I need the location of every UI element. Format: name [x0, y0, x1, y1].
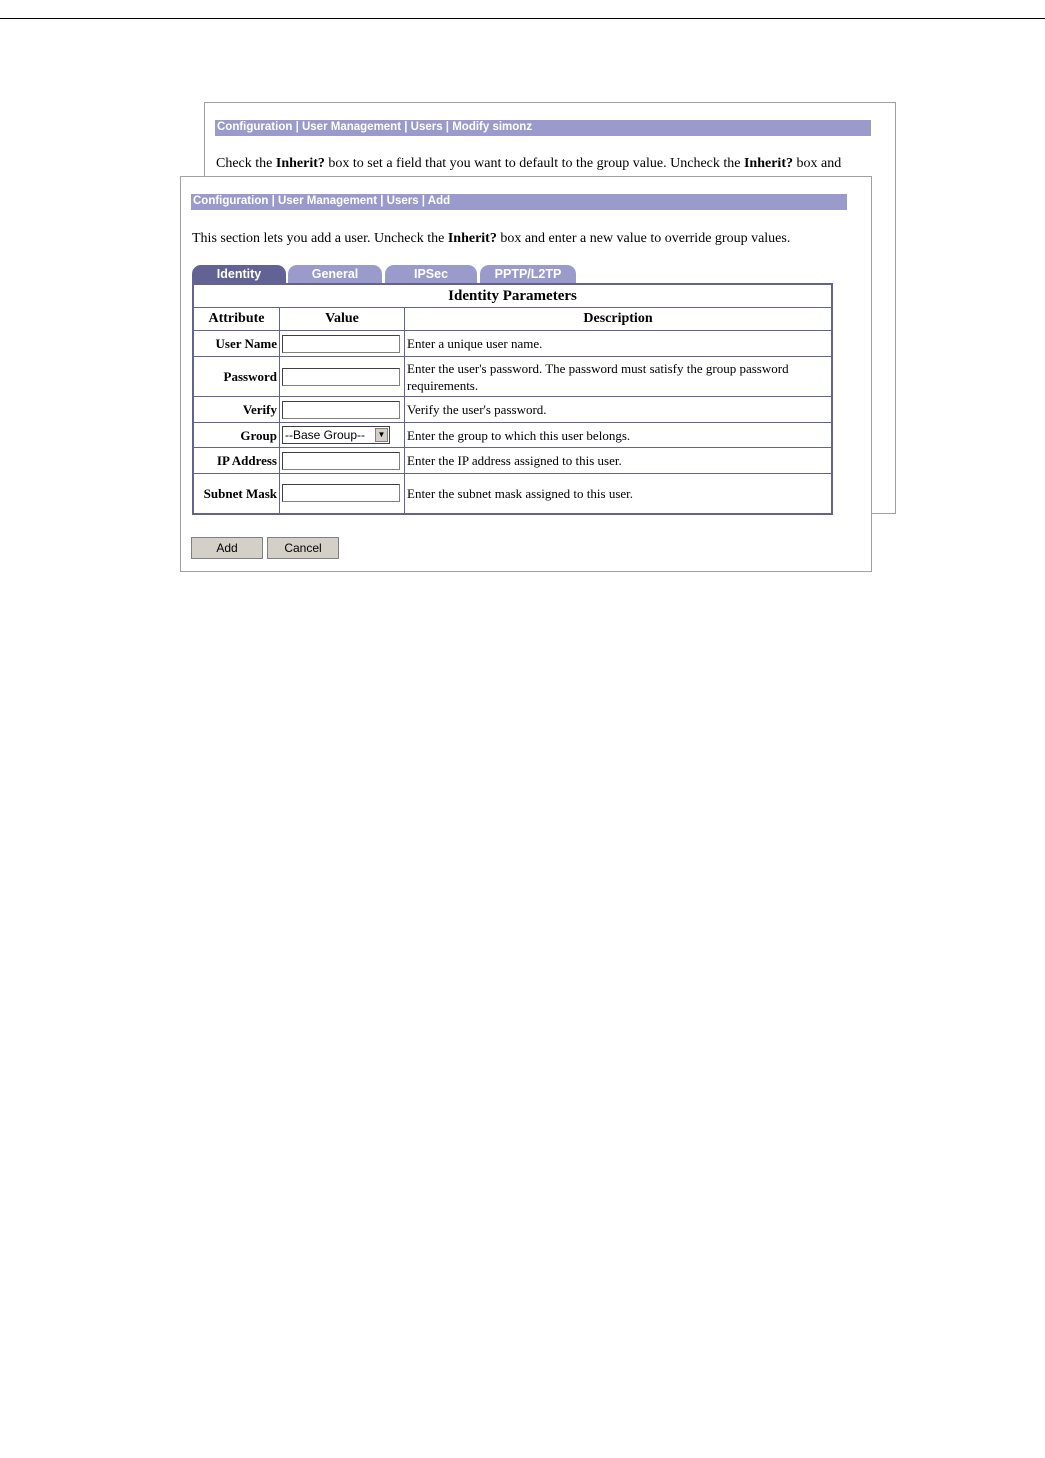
tab-general[interactable]: General [288, 265, 382, 283]
intro-text-bold: Inherit? [743, 156, 793, 171]
breadcrumb: Configuration | User Management | Users | Modify simonz [215, 120, 871, 136]
table-row [193, 423, 832, 448]
add-user-window [180, 176, 872, 572]
subnet-mask-label: Subnet Mask [193, 474, 280, 514]
ip-address-label: IP Address [193, 448, 280, 474]
intro-text [216, 155, 876, 173]
tab-pptp-l2tp[interactable]: PPTP/L2TP [480, 265, 576, 283]
user-name-label: User Name [193, 331, 280, 357]
intro-text-part: box and [792, 156, 842, 171]
group-label: Group [193, 423, 280, 448]
tab-bar [192, 265, 852, 283]
breadcrumb: Configuration | User Management | Users | Add [191, 194, 847, 210]
intro-text [192, 230, 790, 248]
tab-ipsec[interactable]: IPSec [385, 265, 477, 283]
identity-parameters-table [192, 283, 833, 515]
verify-description: Verify the user's password. [405, 397, 833, 423]
password-label: Password [193, 357, 280, 397]
intro-text-bold: Inherit? [275, 156, 325, 171]
intro-text-part: This section lets you add a user. Uncheck the [192, 231, 448, 246]
top-rule [0, 18, 1045, 19]
intro-text-bold: Inherit? [447, 231, 497, 246]
table-row [193, 448, 832, 474]
column-header-description: Description [405, 308, 833, 331]
add-button[interactable]: Add [191, 537, 263, 559]
user-name-input[interactable] [282, 335, 400, 353]
ip-address-description: Enter the IP address assigned to this user. [405, 448, 833, 474]
table-row [193, 474, 832, 514]
group-select-value: --Base Group-- [285, 428, 366, 442]
table-row [193, 397, 832, 423]
chevron-down-icon[interactable]: ▼ [375, 428, 388, 442]
intro-text-part: box and enter a new value to override group values. [496, 231, 791, 246]
column-header-attribute: Attribute [193, 308, 280, 331]
group-description: Enter the group to which this user belongs. [405, 423, 833, 448]
password-description: Enter the user's password. The password must satisfy the group password requirements. [405, 357, 833, 397]
verify-label: Verify [193, 397, 280, 423]
cancel-button[interactable]: Cancel [267, 537, 339, 559]
password-input[interactable] [282, 368, 400, 386]
table-row [193, 357, 832, 397]
group-select[interactable] [282, 426, 390, 444]
subnet-mask-input[interactable] [282, 484, 400, 502]
ip-address-input[interactable] [282, 452, 400, 470]
tab-identity[interactable]: Identity [192, 265, 286, 283]
user-name-description: Enter a unique user name. [405, 331, 833, 357]
verify-password-input[interactable] [282, 401, 400, 419]
intro-text-part: Check the [216, 156, 276, 171]
subnet-mask-description: Enter the subnet mask assigned to this user. [405, 474, 833, 514]
table-title: Identity Parameters [193, 284, 832, 308]
intro-text-part: box to set a field that you want to default to the group value. Uncheck the [324, 156, 744, 171]
table-row [193, 331, 832, 357]
column-header-value: Value [280, 308, 405, 331]
